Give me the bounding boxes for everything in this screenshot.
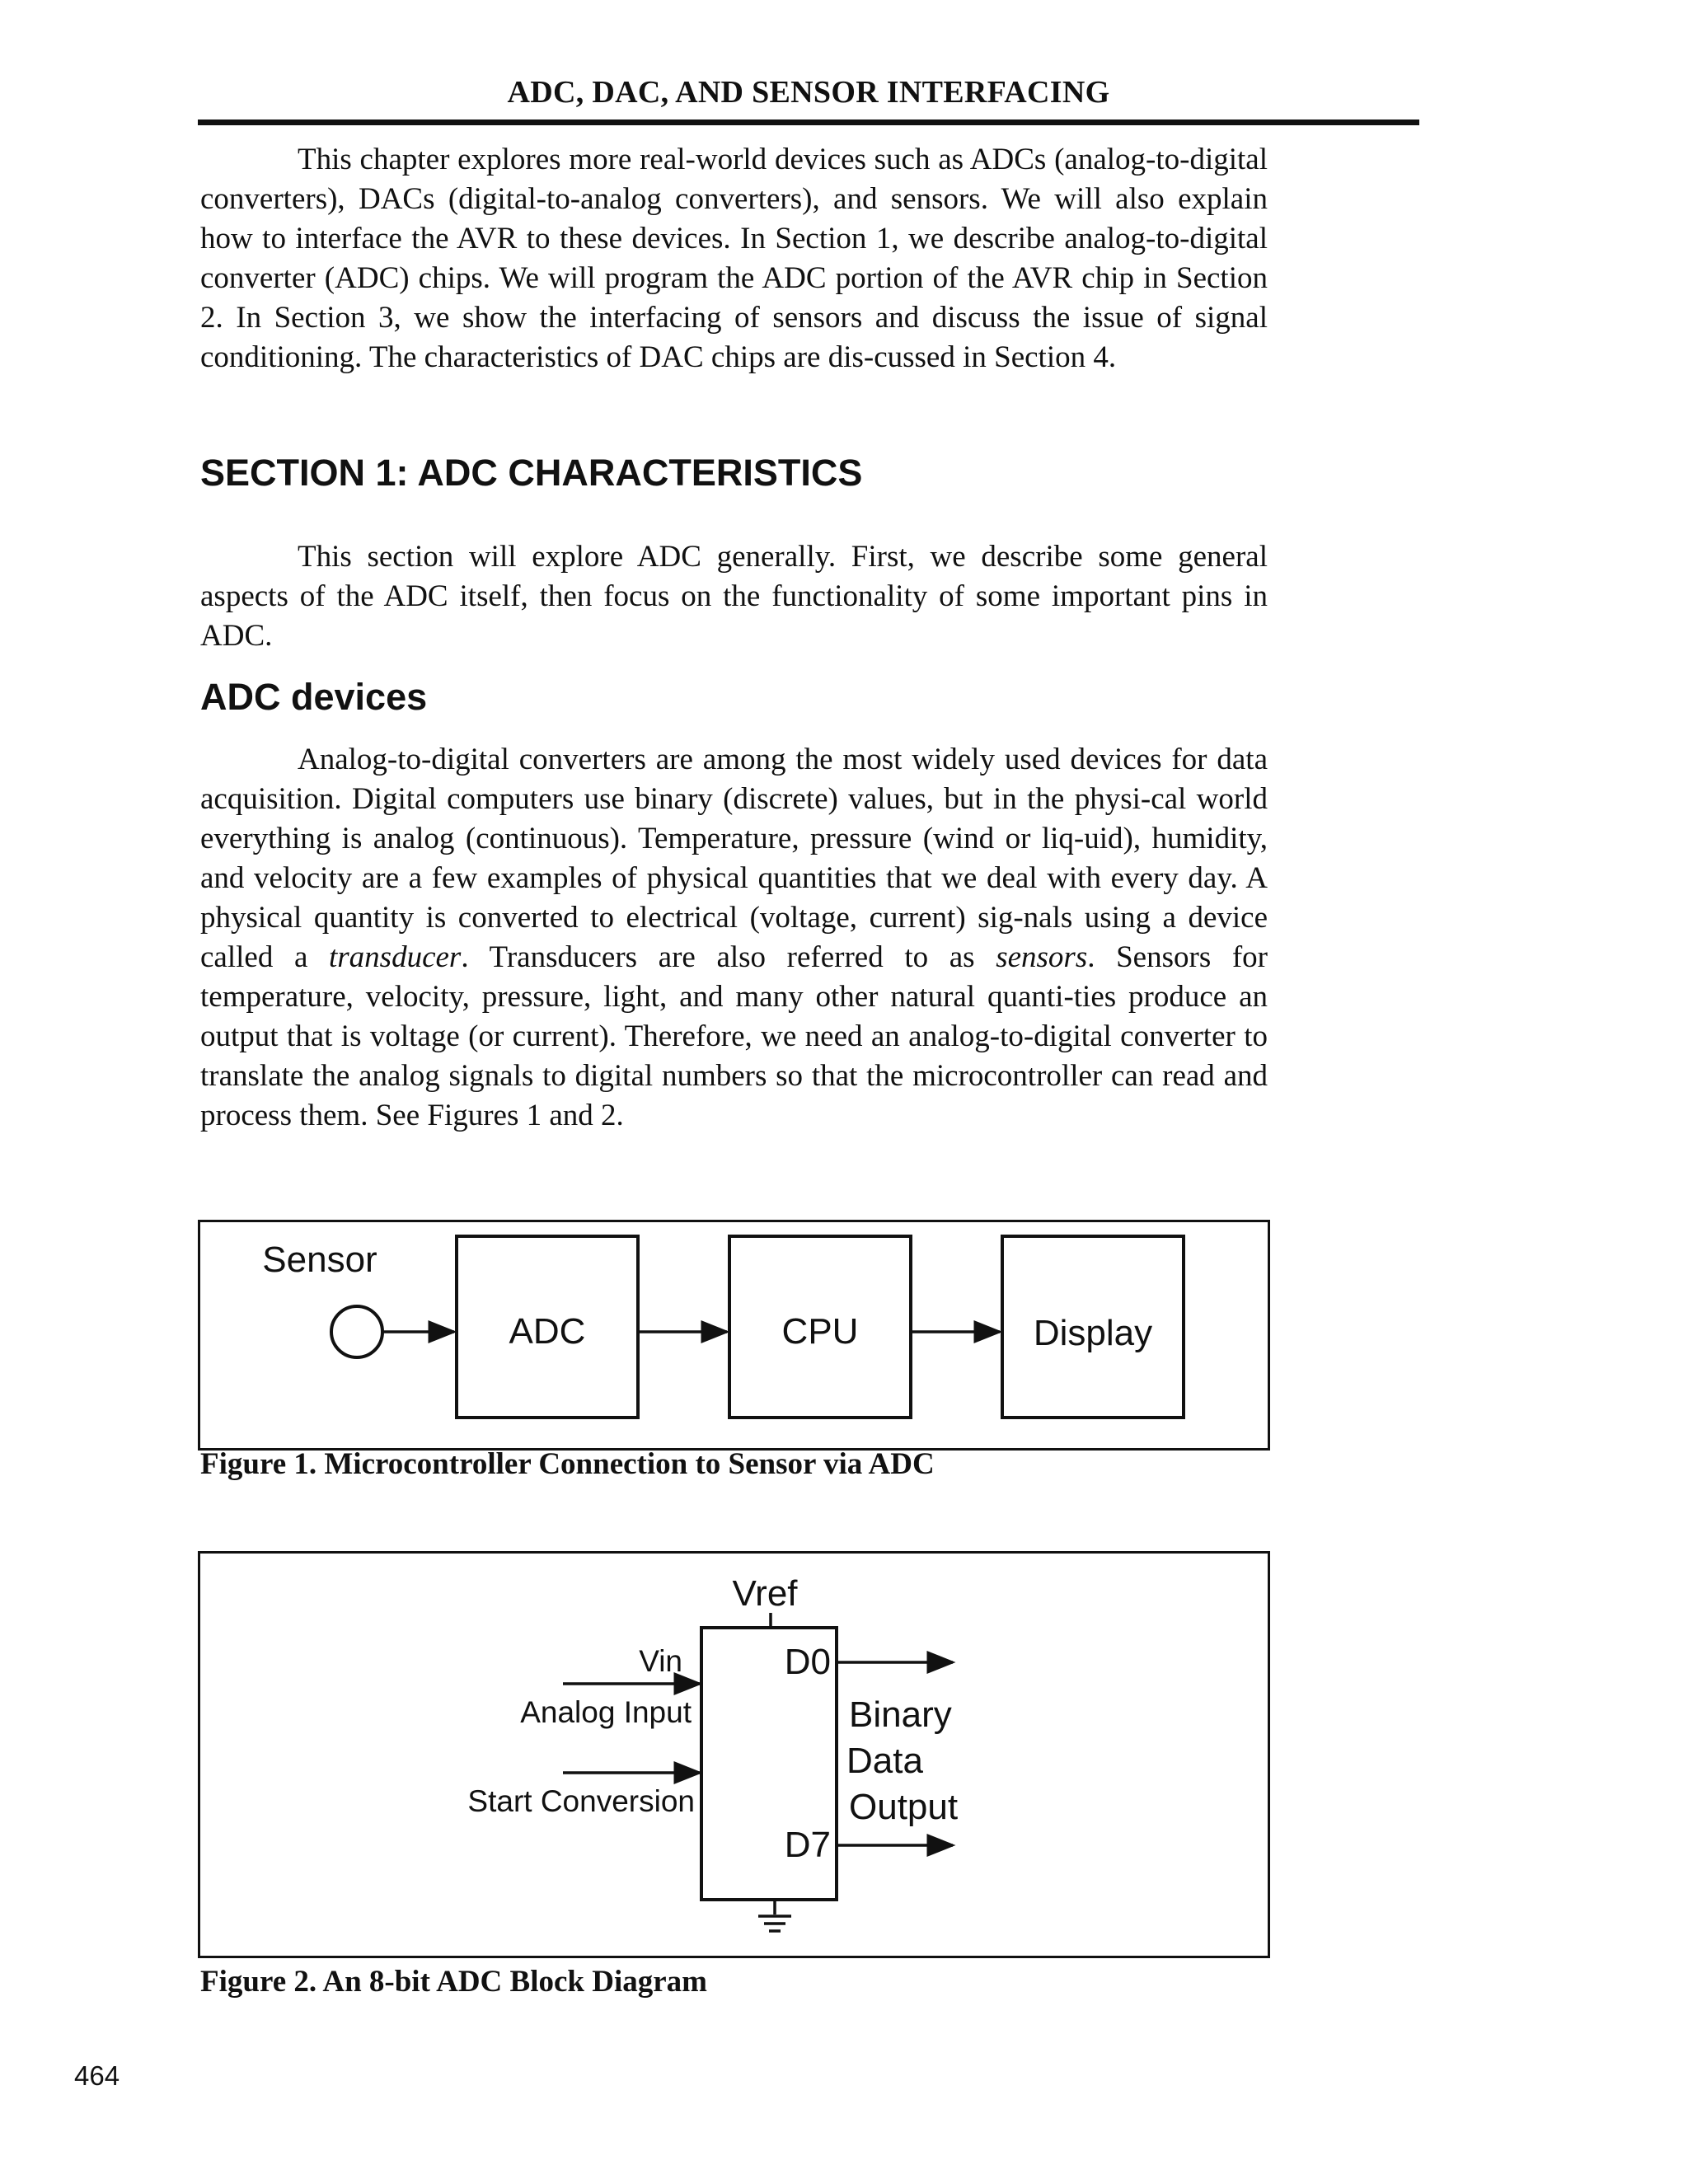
subsection-heading: ADC devices bbox=[200, 676, 428, 718]
intro-text: This chapter explores more real-world devices such as ADCs (analog-to-digital converters), DACs (digital-to-analog converters), and sensors. We will also explain how to interface the AVR to these devices. In Section 1, we describe analog-to-digital converter (ADC) chips. We will program the ADC portion of the AVR chip in Section 2. In Section 3, we show the interfacing of sensors and discuss the issue of signal conditioning. The characteristics of DAC chips are dis-cussed in Section 4. bbox=[200, 143, 1268, 374]
d7-label: D7 bbox=[784, 1825, 831, 1865]
vin-label: Vin bbox=[639, 1644, 682, 1678]
output-label: Output bbox=[849, 1787, 959, 1827]
adc-devices-paragraph bbox=[200, 740, 1268, 1136]
figure1-frame bbox=[198, 1220, 1270, 1451]
start-conversion-label: Start Conversion bbox=[467, 1784, 695, 1818]
ground-icon bbox=[758, 1900, 791, 1931]
sensor-symbol bbox=[331, 1306, 382, 1357]
header-rule bbox=[198, 120, 1419, 125]
binary-label: Binary bbox=[849, 1694, 952, 1735]
adc-devices-text-b: . Transducers are also referred to as bbox=[461, 940, 996, 974]
section-intro-paragraph bbox=[200, 537, 1268, 656]
adc-devices-text-a: Analog-to-digital converters are among the most widely used devices for data acquisition. Digital computers use binary (discrete) values, but in the physi-cal world everything is analog (continuous). Temperature, pressure (wind or liq-uid), humidity, and velocity are a few examples of physical quantities that we deal with every day. A physical quantity is converted to electrical (voltage, current) sig-nals using a device called a bbox=[200, 743, 1268, 974]
analog-input-label: Analog Input bbox=[520, 1695, 692, 1729]
cpu-label: CPU bbox=[781, 1311, 859, 1352]
vref-label: Vref bbox=[732, 1573, 798, 1614]
term-sensors: sensors bbox=[996, 940, 1088, 974]
figure2-diagram bbox=[200, 1554, 1268, 1956]
sensor-label: Sensor bbox=[262, 1240, 377, 1280]
adc-devices-text-c: . Sensors for temperature, velocity, pressure, light, and many other natural quanti-ties produce an output that is voltage (or current). Therefore, we need an analog-to-digital converter to translate the analog signals to digital numbers so that the microcontroller can read and process them. See Figures 1 and 2. bbox=[200, 940, 1268, 1132]
section-heading: SECTION 1: ADC CHARACTERISTICS bbox=[200, 452, 863, 494]
display-label: Display bbox=[1033, 1313, 1153, 1353]
figure2-caption: Figure 2. An 8-bit ADC Block Diagram bbox=[200, 1965, 707, 1999]
adc-label: ADC bbox=[509, 1311, 586, 1352]
intro-paragraph bbox=[200, 140, 1268, 377]
term-transducer: transducer bbox=[329, 940, 462, 974]
section-intro-text: This section will explore ADC generally. First, we describe some general aspects of the ADC itself, then focus on the functionality of some important pins in ADC. bbox=[200, 540, 1268, 653]
figure2-frame bbox=[198, 1551, 1270, 1958]
data-label: Data bbox=[846, 1741, 923, 1781]
running-head: ADC, DAC, AND SENSOR INTERFACING bbox=[507, 75, 1110, 110]
figure1-diagram bbox=[200, 1222, 1268, 1448]
d0-label: D0 bbox=[784, 1642, 831, 1682]
figure1-caption: Figure 1. Microcontroller Connection to Sensor via ADC bbox=[200, 1447, 935, 1481]
page-number: 464 bbox=[74, 2060, 120, 2091]
